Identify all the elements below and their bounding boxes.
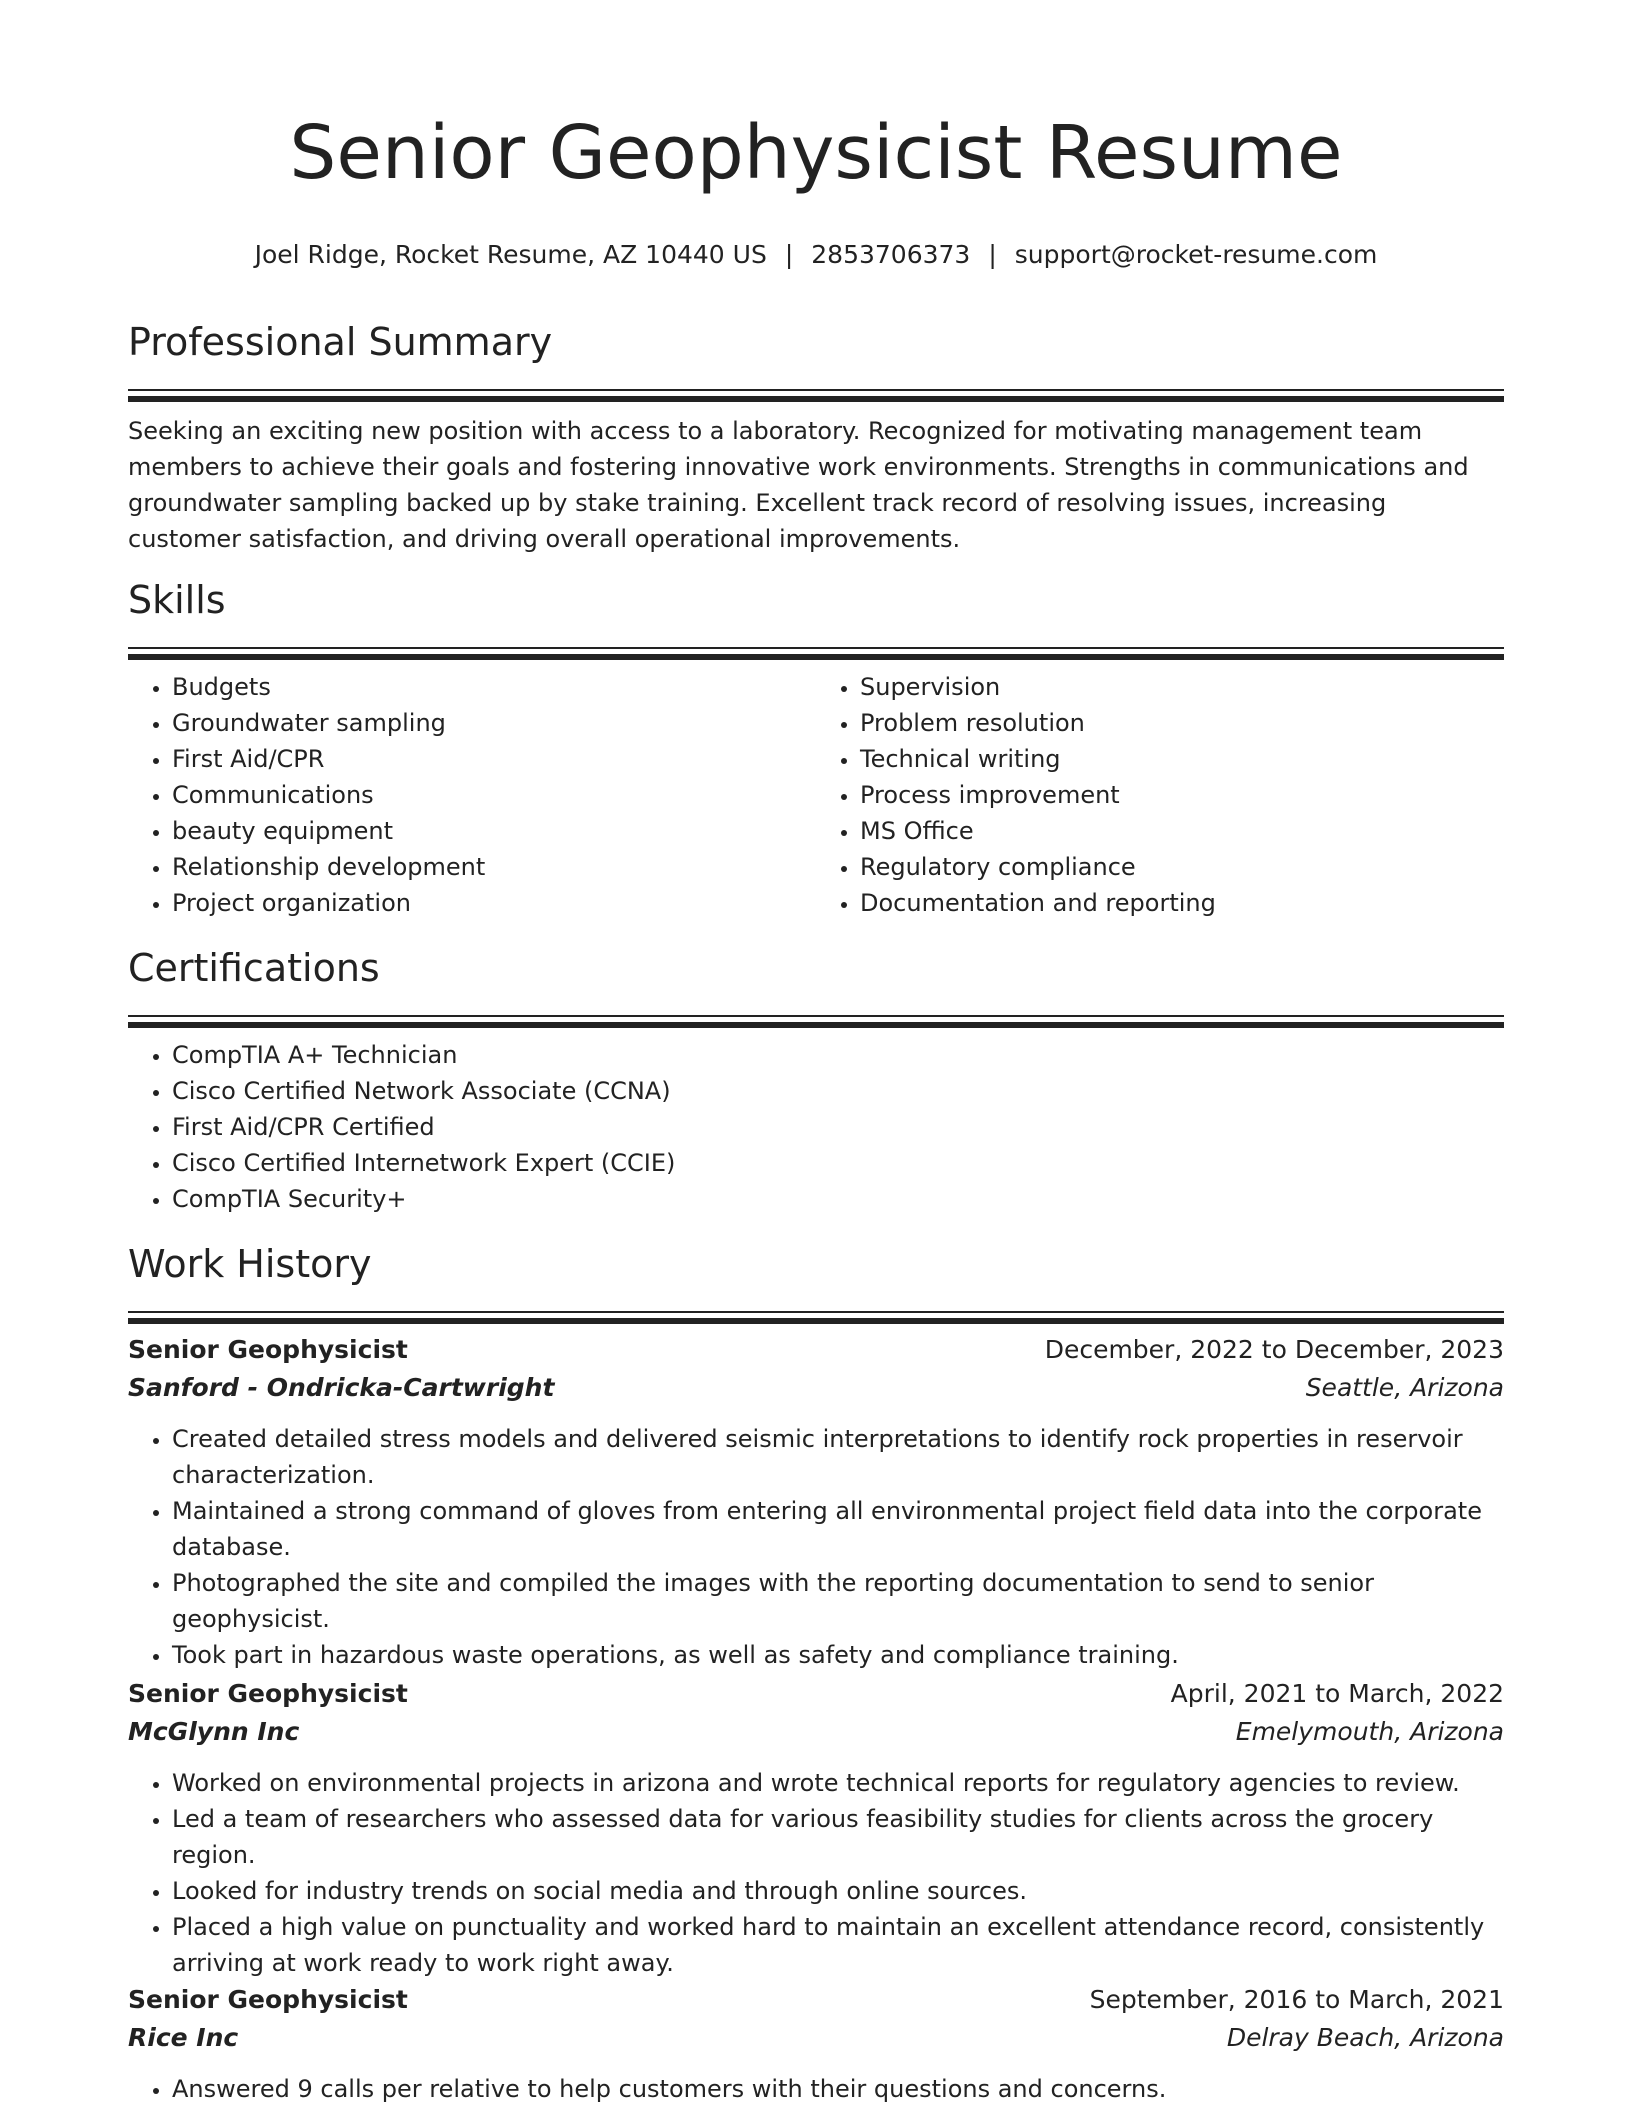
skill-item: • beauty equipment: [172, 813, 816, 849]
job-bullet: • Led a team of researchers who assessed data for various feasibility studies for clients across the grocery region.: [172, 1801, 1504, 1873]
work-section: [128, 1242, 1504, 1313]
job-dates: December, 2022 to December, 2023: [1044, 1335, 1504, 1364]
skills-section: [128, 578, 1504, 921]
skill-item: • Problem resolution: [860, 705, 1504, 741]
certification-item: • Cisco Certified Network Associate (CCNA): [172, 1073, 1504, 1109]
section-divider: [128, 647, 1504, 649]
job-location: Emelymouth, Arizona: [1235, 1717, 1504, 1746]
job-bullet: • Looked for industry trends on social media and through online sources.: [172, 1873, 1504, 1909]
skill-item: • Project organization: [172, 885, 816, 921]
certification-item: • CompTIA A+ Technician: [172, 1037, 1504, 1073]
skills-columns: [128, 669, 1504, 921]
job-title: Senior Geophysicist: [128, 1335, 408, 1364]
job-location: Seattle, Arizona: [1305, 1373, 1504, 1402]
job-entry: [128, 1331, 1504, 1673]
job-bullet: • Answered 9 calls per relative to help customers with their questions and concerns.: [172, 2071, 1504, 2107]
skills-list-right: [816, 669, 1504, 921]
job-bullets: [128, 2071, 1504, 2107]
summary-section: [128, 320, 1504, 557]
job-title: Senior Geophysicist: [128, 1985, 408, 2014]
contact-separator: |: [988, 240, 997, 269]
skill-item: • Groundwater sampling: [172, 705, 816, 741]
job-bullet: • Maintained a strong command of gloves from entering all environmental project field data into the corporate database.: [172, 1493, 1504, 1565]
job-bullet: • Photographed the site and compiled the images with the reporting documentation to send to senior geophysicist.: [172, 1565, 1504, 1637]
certification-item: • First Aid/CPR Certified: [172, 1109, 1504, 1145]
summary-heading: Professional Summary: [128, 320, 553, 364]
section-divider: [128, 389, 1504, 391]
job-bullet: • Worked on environmental projects in arizona and wrote technical reports for regulatory agencies to review.: [172, 1765, 1504, 1801]
job-title: Senior Geophysicist: [128, 1679, 408, 1708]
skill-item: • Relationship development: [172, 849, 816, 885]
skill-item: • Regulatory compliance: [860, 849, 1504, 885]
resume-title: Senior Geophysicist Resume: [289, 110, 1343, 196]
skill-item: • MS Office: [860, 813, 1504, 849]
section-divider: [128, 1311, 1504, 1313]
contact-phone: 2853706373: [811, 240, 971, 269]
job-location: Delray Beach, Arizona: [1226, 2023, 1504, 2052]
job-company: Rice Inc: [128, 2023, 239, 2052]
job-bullet: • Took part in hazardous waste operations, as well as safety and compliance training.: [172, 1637, 1504, 1673]
work-heading: Work History: [128, 1242, 372, 1286]
certifications-heading: Certifications: [128, 946, 380, 990]
job-entry: [128, 1675, 1504, 1981]
job-entry: [128, 1981, 1504, 2107]
skill-item: • Budgets: [172, 669, 816, 705]
job-company: McGlynn Inc: [128, 1717, 300, 1746]
contact-line: [128, 240, 1504, 269]
job-dates: April, 2021 to March, 2022: [1170, 1679, 1504, 1708]
contact-email: support@rocket-resume.com: [1014, 240, 1378, 269]
certification-item: • Cisco Certified Internetwork Expert (CCIE): [172, 1145, 1504, 1181]
job-bullets: [128, 1765, 1504, 1981]
contact-separator: |: [784, 240, 794, 269]
skill-item: • Supervision: [860, 669, 1504, 705]
skill-item: • Technical writing: [860, 741, 1504, 777]
job-dates: September, 2016 to March, 2021: [1089, 1985, 1504, 2014]
skill-item: • Communications: [172, 777, 816, 813]
contact-address: Joel Ridge, Rocket Resume, AZ 10440 US: [254, 240, 767, 269]
section-divider: [128, 1015, 1504, 1017]
certifications-list: [128, 1037, 1504, 1217]
skills-heading: Skills: [128, 578, 226, 622]
skill-item: • Documentation and reporting: [860, 885, 1504, 921]
skills-list-left: [128, 669, 816, 921]
certification-item: • CompTIA Security+: [172, 1181, 1504, 1217]
job-company: Sanford - Ondricka-Cartwright: [128, 1373, 555, 1402]
certifications-section: [128, 946, 1504, 1217]
skill-item: • Process improvement: [860, 777, 1504, 813]
job-bullets: [128, 1421, 1504, 1673]
job-bullet: • Created detailed stress models and delivered seismic interpretations to identify rock properties in reservoir characterization.: [172, 1421, 1504, 1493]
job-bullet: • Placed a high value on punctuality and worked hard to maintain an excellent attendance record, consistently arriving at work ready to work right away.: [172, 1909, 1504, 1981]
skill-item: • First Aid/CPR: [172, 741, 816, 777]
summary-text: Seeking an exciting new position with access to a laboratory. Recognized for motivating management team members to achieve their goals and fostering innovative work environments. Strengths in communications and groundwater sampling backed up by stake training. Excellent track record of resolving issues, increasing customer satisfaction, and driving overall operational improvements.: [128, 417, 1469, 553]
